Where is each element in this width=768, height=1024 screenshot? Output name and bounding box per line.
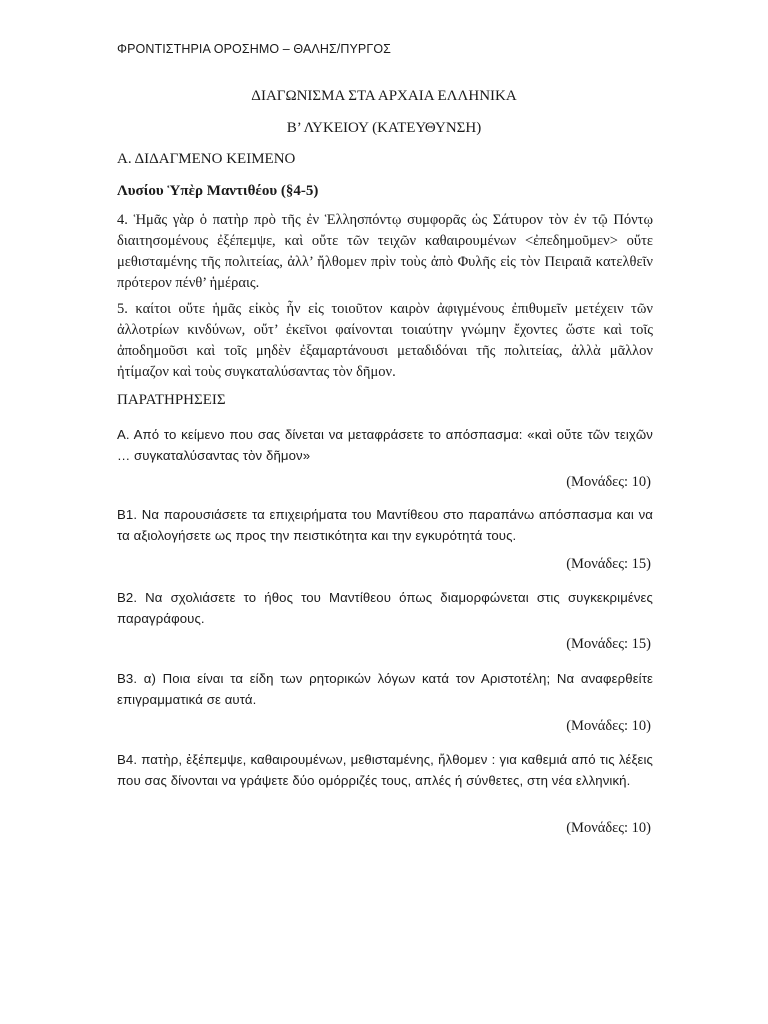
passage-paragraph-4: 4. Ἡμᾶς γὰρ ὁ πατὴρ πρὸ τῆς ἐν Ἑλλησπόντῳ συμφορᾶς ὡς Σάτυρον τὸν ἐν τῷ Πόντῳ διαιτησομένους ἐξέπεμψε, καὶ οὔτε τῶν τειχῶν καθαιρουμένων <ἐπεδημοῦμεν> οὔτε μεθισταμένης τῆς πολιτείας, ἀλλ’ ἤλθομεν πρὶν τοὺς ἀπὸ Φυλῆς εἰς τὸν Πειραιᾶ κατελθεῖν πρότερον πένθ’ ἡμέραις.	[117, 212, 653, 291]
marks-a: (Μονάδες: 10)	[566, 474, 651, 490]
section-heading-observations: ΠΑΡΑΤΗΡΗΣΕΙΣ	[117, 392, 226, 408]
section-heading-taught-text: Α. ΔΙΔΑΓΜΕΝΟ ΚΕΙΜΕΝΟ	[117, 151, 296, 167]
text-source: Λυσίου Ὑπὲρ Μαντιθέου (§4-5)	[117, 183, 319, 199]
marks-b4: (Μονάδες: 10)	[566, 820, 651, 836]
question-b2: Β2. Να σχολιάσετε το ήθος του Μαντίθεου όπως διαμορφώνεται στις συγκεκριμένες παραγράφους.	[117, 590, 653, 626]
marks-b3: (Μονάδες: 10)	[566, 718, 651, 734]
passage-paragraph-5: 5. καίτοι οὔτε ἡμᾶς εἰκὸς ἦν εἰς τοιοῦτον καιρὸν ἀφιγμένους ἐπιθυμεῖν μετέχειν τῶν ἀλλοτρίων κινδύνων, οὔτ’ ἐκεῖνοι φαίνονται τοιαύτην γνώμην ἔχοντες ὥστε καὶ τοῖς ἀποδημοῦσι καὶ τοῖς μηδὲν ἐξαμαρτάνουσι μεταδιδόναι τῆς πολιτείας, ἀλλὰ μᾶλλον ἠτίμαζον καὶ τοὺς συγκαταλύσαντας τὸν δῆμον.	[117, 301, 653, 380]
document-title: ΔΙΑΓΩΝΙΣΜΑ ΣΤΑ ΑΡΧΑΙΑ ΕΛΛΗΝΙΚΑ	[251, 88, 517, 104]
question-a: Α. Από το κείμενο που σας δίνεται να μεταφράσετε το απόσπασμα: «καὶ οὔτε τῶν τειχῶν … συγκαταλύσαντας τὸν δῆμον»	[117, 427, 653, 463]
document-subtitle: Β’ ΛΥΚΕΙΟΥ (ΚΑΤΕΥΘΥΝΣΗ)	[286, 120, 482, 136]
question-b3: Β3. α) Ποια είναι τα είδη των ρητορικών λόγων κατά τον Αριστοτέλη; Να αναφερθείτε επιγραμματικά σε αυτά.	[117, 671, 653, 707]
marks-b1: (Μονάδες: 15)	[566, 556, 651, 572]
page-header: ΦΡΟΝΤΙΣΤΗΡΙΑ ΟΡΟΣΗΜΟ – ΘΑΛΗΣ/ΠΥΡΓΟΣ	[117, 42, 392, 56]
question-b1: Β1. Να παρουσιάσετε τα επιχειρήματα του Μαντίθεου στο παραπάνω απόσπασμα και να τα αξιολογήσετε ως προς την πειστικότητα και την εγκυρότητά τους.	[117, 507, 653, 543]
marks-b2: (Μονάδες: 15)	[566, 636, 651, 652]
question-b4: Β4. πατὴρ, ἐξέπεμψε, καθαιρουμένων, μεθισταμένης, ἤλθομεν : για καθεμιά από τις λέξεις που σας δίνονται να γράψετε δύο ομόρριζές τους, απλές ή σύνθετες, στη νέα ελληνική.	[117, 752, 653, 788]
